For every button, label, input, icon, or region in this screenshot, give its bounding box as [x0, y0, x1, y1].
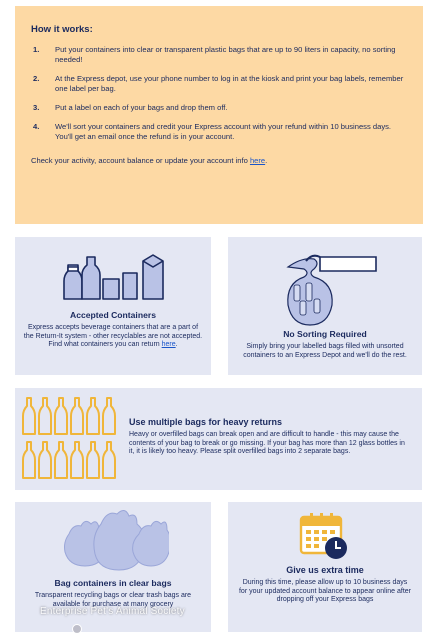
extra-time-text: During this time, please allow up to 10 business days for your updated account balance to appear online after dropping off your Express bags — [238, 579, 411, 604]
step-4 — [31, 122, 409, 132]
clear-bags-title: Bag containers in clear bags — [54, 578, 172, 588]
bag-in-hand-icon — [284, 247, 384, 327]
accepted-containers-title: Accepted Containers — [70, 310, 156, 320]
step-number: 1. — [33, 45, 40, 54]
step-text: At the Express depot, use your phone number to log in at the kiosk and print your bag labels, remember one label per bag. — [55, 74, 404, 93]
step-number — [31, 132, 55, 142]
watermark-logo-icon — [72, 624, 82, 634]
accepted-containers-body — [23, 324, 203, 350]
how-it-works-title: How it works: — [31, 24, 93, 35]
step-2 — [31, 74, 409, 94]
account-info-end: . — [265, 156, 268, 165]
no-sorting-title: No Sorting Required — [283, 329, 367, 339]
containers-icon — [63, 253, 167, 303]
clear-bags-text: Transparent recycling bags or clear trash bags are available for purchase at many grocery — [34, 592, 192, 608]
multiple-bags-card — [15, 388, 422, 490]
extra-time-title: Give us extra time — [286, 565, 364, 575]
how-it-works-panel — [15, 6, 423, 224]
step-text: We'll sort your containers and credit your Express account with your refund within 10 business days. — [55, 122, 392, 131]
clear-bags-icon — [59, 508, 169, 572]
step-number: 3. — [33, 103, 40, 112]
calendar-clock-icon — [298, 510, 350, 562]
step-1 — [31, 45, 409, 65]
find-containers-label: Find what containers you can return — [48, 341, 162, 349]
multiple-bags-title: Use multiple bags for heavy returns — [129, 417, 283, 427]
accepted-containers-text: Express accepts beverage containers that are a part of the Return-It system - other recyclables are not accepted. — [23, 324, 203, 340]
account-info-text — [31, 156, 409, 165]
step-text: Put a label on each of your bags and drop them off. — [55, 103, 228, 112]
no-sorting-card — [228, 237, 422, 375]
extra-time-card — [228, 502, 422, 632]
account-info-label: Check your activity, account balance or update your account info — [31, 156, 250, 165]
find-containers-text — [23, 341, 203, 350]
step-number: 2. — [33, 74, 40, 83]
step-text: You'll get an email once the refund is in your account. — [55, 132, 235, 141]
find-containers-link[interactable]: here — [161, 341, 176, 349]
find-containers-end: . — [175, 341, 178, 349]
step-3 — [31, 103, 409, 113]
step-text: Put your containers into clear or transparent plastic bags that are up to 90 liters in capacity, no sorting needed! — [55, 45, 396, 64]
watermark-text: Enterprise Pet's Animal Society — [40, 606, 185, 617]
no-sorting-text: Simply bring your labelled bags filled with unsorted containers to an Express Depot and we'll do the rest. — [243, 343, 407, 359]
step-number: 4. — [33, 122, 40, 131]
step-4-note — [31, 132, 409, 142]
accepted-containers-card — [15, 237, 211, 375]
account-info-link[interactable]: here — [249, 156, 266, 165]
multiple-bags-text: Heavy or overfilled bags can break open and are difficult to handle - this may cause the contents of your bag to break or go missing. If your bag has more than 12 glass bottles in it, it is likely too heavy. Please split overfilled bags into 2 separate bags. — [129, 431, 405, 456]
glass-bottles-icon — [21, 394, 121, 484]
